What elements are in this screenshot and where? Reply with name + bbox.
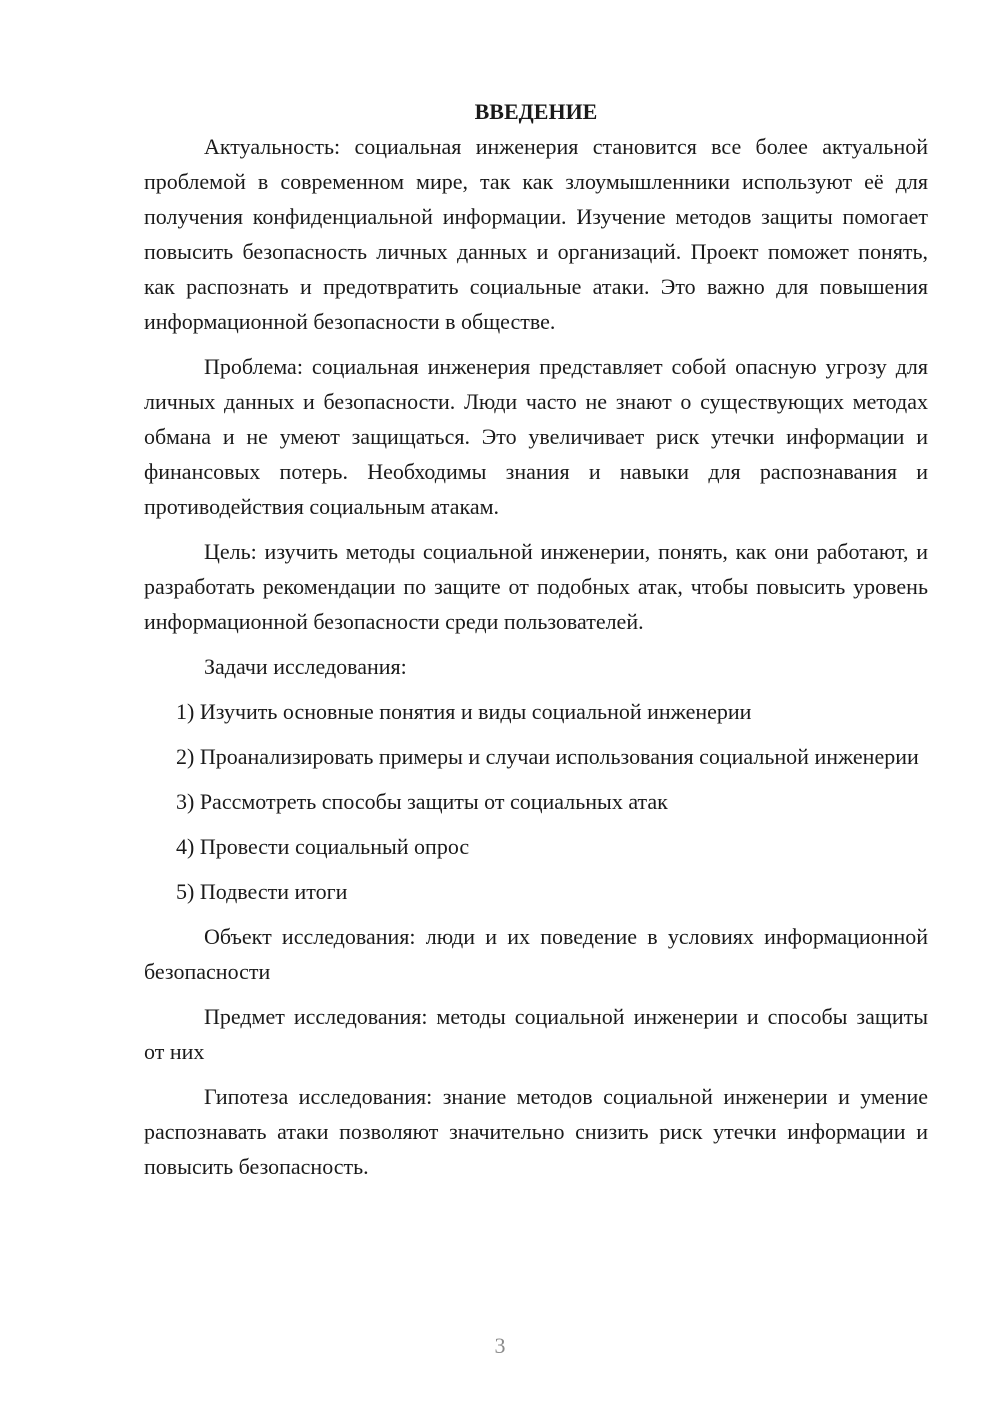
task-item: 2) Проанализировать примеры и случаи использования социальной инженерии: [176, 744, 919, 769]
task-item: 4) Провести социальный опрос: [176, 834, 470, 859]
hypothesis-paragraph: Гипотеза исследования: знание методов социальной инженерии и умение распознавать атаки позволяют значительно снизить риск утечки информации и повысить безопасность.: [144, 1084, 928, 1179]
document-page: [144, 94, 928, 1194]
task-item: 5) Подвести итоги: [176, 879, 348, 904]
goal-paragraph: Цель: изучить методы социальной инженерии, понять, как они работают, и разработать рекомендации по защите от подобных атак, чтобы повысить уровень информационной безопасности среди пользователей.: [144, 539, 928, 634]
page-number: 3: [494, 1333, 506, 1358]
object-paragraph: Объект исследования: люди и их поведение в условиях информационной безопасности: [144, 924, 928, 984]
task-item: 3) Рассмотреть способы защиты от социальных атак: [176, 789, 668, 814]
section-heading: ВВЕДЕНИЕ: [474, 99, 598, 124]
task-item: 1) Изучить основные понятия и виды социальной инженерии: [176, 699, 752, 724]
tasks-title: Задачи исследования:: [204, 654, 407, 679]
subject-paragraph: Предмет исследования: методы социальной инженерии и способы защиты от них: [144, 1004, 928, 1064]
relevance-paragraph: Актуальность: социальная инженерия становится все более актуальной проблемой в современном мире, так как злоумышленники используют её для получения конфиденциальной информации. Изучение методов защиты помогает повысить безопасность личных данных и организаций. Проект поможет понять, как распознать и предотвратить социальные атаки. Это важно для повышения информационной безопасности в обществе.: [144, 134, 928, 334]
problem-paragraph: Проблема: социальная инженерия представляет собой опасную угрозу для личных данных и безопасности. Люди часто не знают о существующих методах обмана и не умеют защищаться. Это увеличивает риск утечки информации и финансовых потерь. Необходимы знания и навыки для распознавания и противодействия социальным атакам.: [144, 354, 928, 519]
